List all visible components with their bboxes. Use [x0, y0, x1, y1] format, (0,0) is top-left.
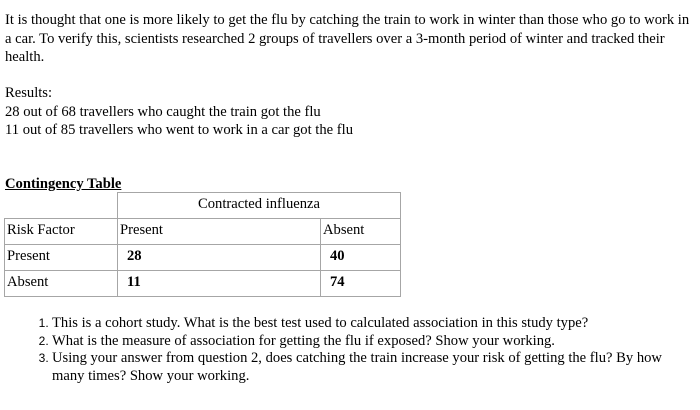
question-item: 2. What is the measure of association for getting the flu if exposed? Show your working. [52, 333, 692, 351]
table-row [5, 219, 401, 245]
intro-paragraph: It is thought that one is more likely to get the flu by catching the train to work in winter than those who go to work in a car. To verify this, scientists researched 2 groups of travellers over a 3-month period of winter and tracked their health. [5, 12, 690, 65]
results-line-train: 28 out of 68 travellers who caught the train got the flu [5, 103, 321, 120]
contingency-table [4, 192, 401, 297]
table-cell: Present [5, 245, 118, 271]
table-cell-empty [5, 193, 118, 219]
table-row [5, 245, 401, 271]
table-cell: 40 [321, 245, 401, 271]
table-cell: 11 [118, 271, 321, 297]
results-heading: Results: [5, 85, 53, 101]
table-span-header: Contracted influenza [118, 193, 401, 219]
question-item: 3. Using your answer from question 2, does catching the train increase your risk of getting the flu? By how many times? Show your working. [52, 350, 692, 385]
contingency-table-title: Contingency Table [5, 176, 122, 192]
table-header-cell: Risk Factor [5, 219, 118, 245]
question-list [0, 315, 692, 385]
table-cell: 74 [321, 271, 401, 297]
question-item: 1. This is a cohort study. What is the best test used to calculated association in this study type? [52, 315, 692, 333]
results-section [5, 84, 353, 140]
results-line-car: 11 out of 85 travellers who went to work in a car got the flu [5, 122, 353, 138]
table-row [5, 271, 401, 297]
table-header-cell: Present [118, 219, 321, 245]
table-header-cell: Absent [321, 219, 401, 245]
table-cell: 28 [118, 245, 321, 271]
table-cell: Absent [5, 271, 118, 297]
table-row [5, 193, 401, 219]
